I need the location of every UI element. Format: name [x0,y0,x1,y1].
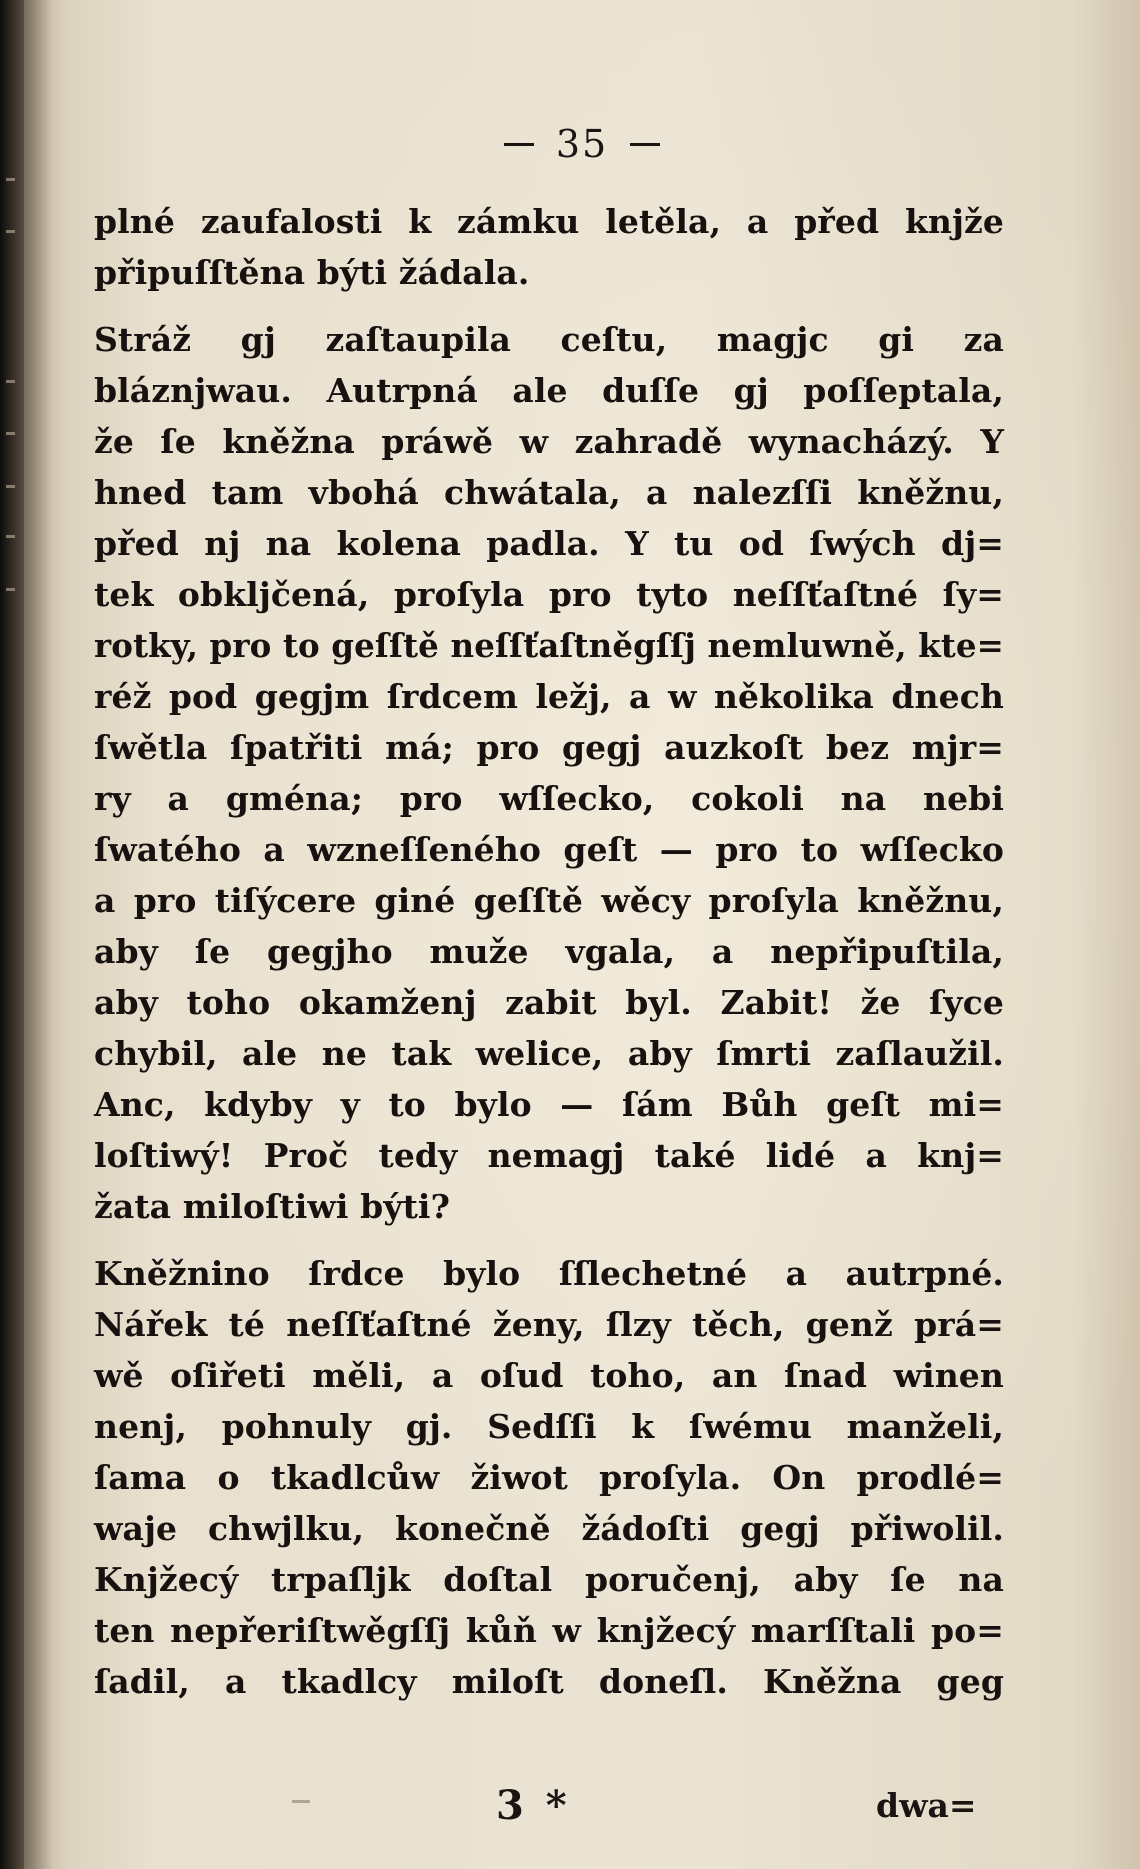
signature-mark: 3 * [496,1782,571,1829]
text-line: aby toho okamženj zabit byl. Zabit! že ſyce [94,983,1004,1022]
text-line: Kněžnino ſrdce bylo ſſlechetné a autrpné. [94,1254,1004,1293]
text-line: hned tam vbohá chwátala, a nalezſſi kněžnu, [94,473,1004,512]
text-line: a pro tiſýcere giné geſſtě wěcy proſyla kněžnu, [94,881,1004,920]
page-body-text [94,196,1004,1707]
text-line: aby ſe gegjho muže vgala, a nepřipuſtila, [94,932,1004,971]
text-line: ſadil, a tkadlcy miloſt doneſl. Kněžna geg [94,1662,1004,1701]
text-line: rotky, pro to geſſtě neſſťaſtněgſſj nemluwně, kte= [94,626,1004,665]
text-line: ry a gména; pro wſſecko, cokoli na nebi [94,779,1004,818]
text-line: ſama o tkadlcůw žiwot proſyla. On prodlé= [94,1458,1004,1497]
catchword: dwa= [876,1786,977,1825]
text-line: Anc, kdyby y to bylo — ſám Bůh geſt mi= [94,1085,1004,1124]
page-header [24,118,1140,166]
text-line: nenj, pohnuly gj. Sedſſi k ſwému manželi, [94,1407,1004,1446]
header-dash-left [504,143,534,146]
text-line: před nj na kolena padla. Y tu od ſwých dj= [94,524,1004,563]
paragraph-1 [94,196,1004,298]
page-number: 35 [555,122,609,166]
text-line: žata miloſtiwi býti? [94,1187,451,1226]
text-line: že ſe kněžna práwě w zahradě wynacházý. Y [94,422,1004,461]
text-line: tek obkljčená, proſyla pro tyto neſſťaſtné ſy= [94,575,1004,614]
text-line: Stráž gj zaſtaupila ceſtu, magjc gi za [94,320,1004,359]
text-line: ſwětla ſpatřiti má; pro gegj auzkoſt bez mjr= [94,728,1004,767]
paragraph-2 [94,314,1004,1232]
text-line: ſwatého a wzneſſeného geſt — pro to wſſecko [94,830,1004,869]
text-line: ten nepřeriſtwěgſſj kůň w knjžecý marſſtali po= [94,1611,1004,1650]
book-gutter [0,0,24,1869]
text-line: Nářek té neſſťaſtné ženy, ſlzy těch, genž prá= [94,1305,1004,1344]
header-dash-right [630,143,660,146]
paragraph-3 [94,1248,1004,1707]
text-line: chybil, ale ne tak welice, aby ſmrti zaſlaužil. [94,1034,1004,1073]
page-binding-shadow [24,0,52,1869]
text-line: waje chwjlku, konečně žádoſti gegj přiwolil. [94,1509,1004,1548]
text-line: Knjžecý trpaſljk doſtal poručenj, aby ſe na [94,1560,1004,1599]
text-line: plné zaufalosti k zámku letěla, a před knjže [94,202,1004,241]
text-line: wě oſiřeti měli, a oſud toho, an ſnad winen [94,1356,1004,1395]
ink-smudge [292,1800,310,1803]
book-page [24,0,1140,1869]
text-line: bláznjwau. Autrpná ale duſſe gj poſſeptala, [94,371,1004,410]
facing-page-edge [2,0,20,1869]
text-line: réž pod gegjm ſrdcem ležj, a w několika dnech [94,677,1004,716]
text-line: připuſſtěna býti žádala. [94,253,530,292]
text-line: loſtiwý! Proč tedy nemagj také lidé a knj= [94,1136,1004,1175]
